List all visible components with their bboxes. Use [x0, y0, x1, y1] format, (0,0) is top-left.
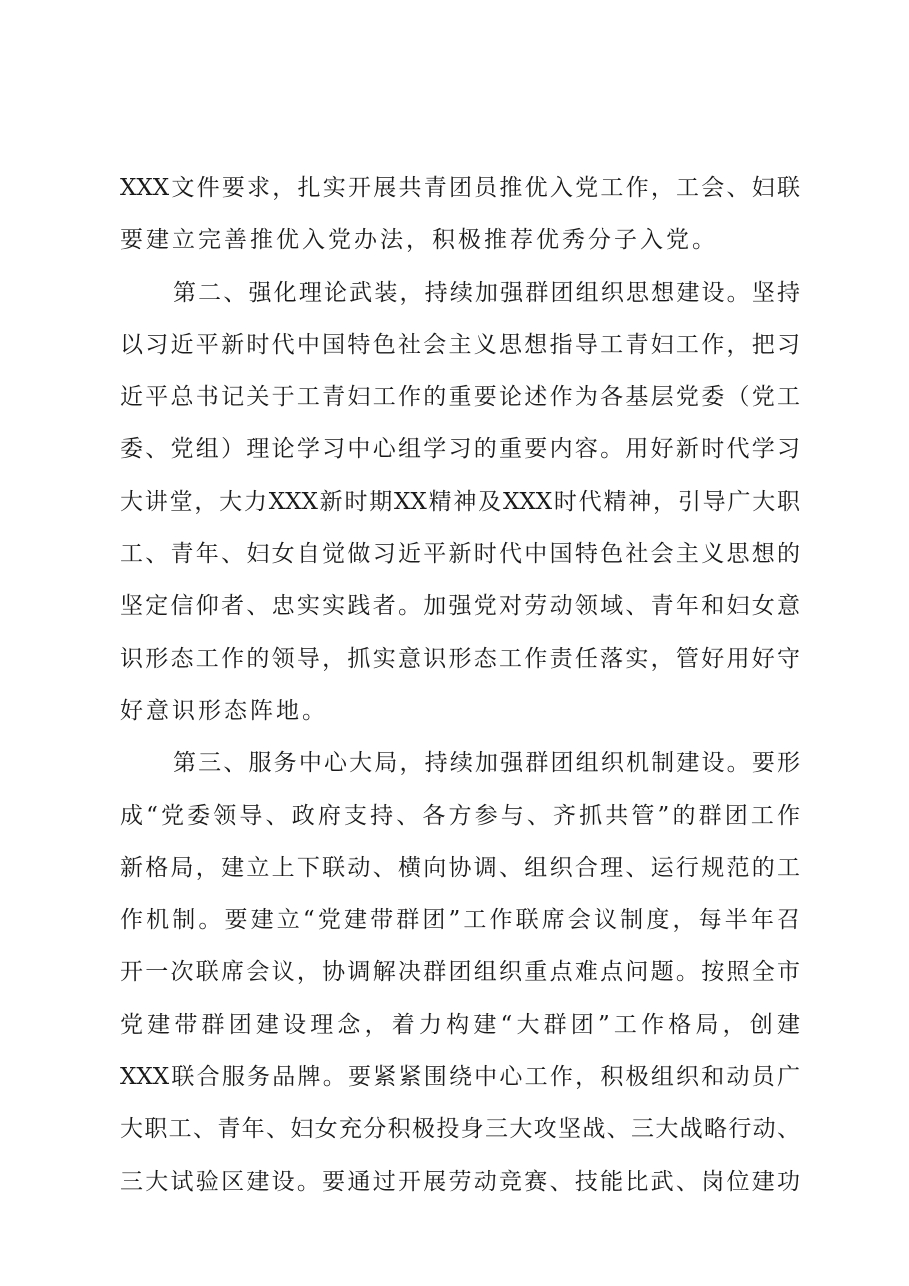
text-line: 要建立完善推优入党办法，积极推荐优秀分子入党。 — [120, 227, 718, 254]
text-line: 识形态工作的领导，抓实意识形态工作责任落实，管好用好守 — [120, 645, 800, 672]
text-line: 近平总书记关于工青妇工作的重要论述作为各基层党委（党工 — [120, 384, 800, 411]
text-line: 党建带群团建设理念，着力构建“大群团”工作格局，创建 — [120, 1011, 800, 1038]
document-body — [120, 162, 800, 1208]
paragraph-start-line: 第三、服务中心大局，持续加强群团组织机制建设。要形 — [173, 750, 800, 777]
text-line: 作机制。要建立“党建带群团”工作联席会议制度，每半年召 — [120, 907, 800, 934]
text-line: 以习近平新时代中国特色社会主义思想指导工青妇工作，把习 — [120, 331, 800, 358]
text-line: XXX文件要求，扎实开展共青团员推优入党工作，工会、妇联 — [120, 175, 800, 201]
text-line: XXX联合服务品牌。要紧紧围绕中心工作，积极组织和动员广 — [120, 1064, 800, 1091]
text-line: 坚定信仰者、忠实实践者。加强党对劳动领域、青年和妇女意 — [120, 593, 800, 620]
paragraph-start-line: 第二、强化理论武装，持续加强群团组织思想建设。坚持 — [173, 279, 800, 306]
text-line: 好意识形态阵地。 — [120, 697, 328, 724]
text-line: 开一次联席会议，协调解决群团组织重点难点问题。按照全市 — [120, 959, 800, 986]
text-line: 大讲堂，大力XXX新时期XX精神及XXX时代精神，引导广大职 — [120, 488, 800, 515]
text-line: 三大试验区建设。要通过开展劳动竞赛、技能比武、岗位建功 — [120, 1168, 800, 1195]
text-line: 大职工、青年、妇女充分积极投身三大攻坚战、三大战略行动、 — [120, 1116, 800, 1143]
text-line: 新格局，建立上下联动、横向协调、组织合理、运行规范的工 — [120, 854, 800, 881]
text-line: 工、青年、妇女自觉做习近平新时代中国特色社会主义思想的 — [120, 541, 800, 568]
text-line: 委、党组）理论学习中心组学习的重要内容。用好新时代学习 — [120, 436, 800, 463]
text-line: 成“党委领导、政府支持、各方参与、齐抓共管”的群团工作 — [120, 802, 800, 829]
